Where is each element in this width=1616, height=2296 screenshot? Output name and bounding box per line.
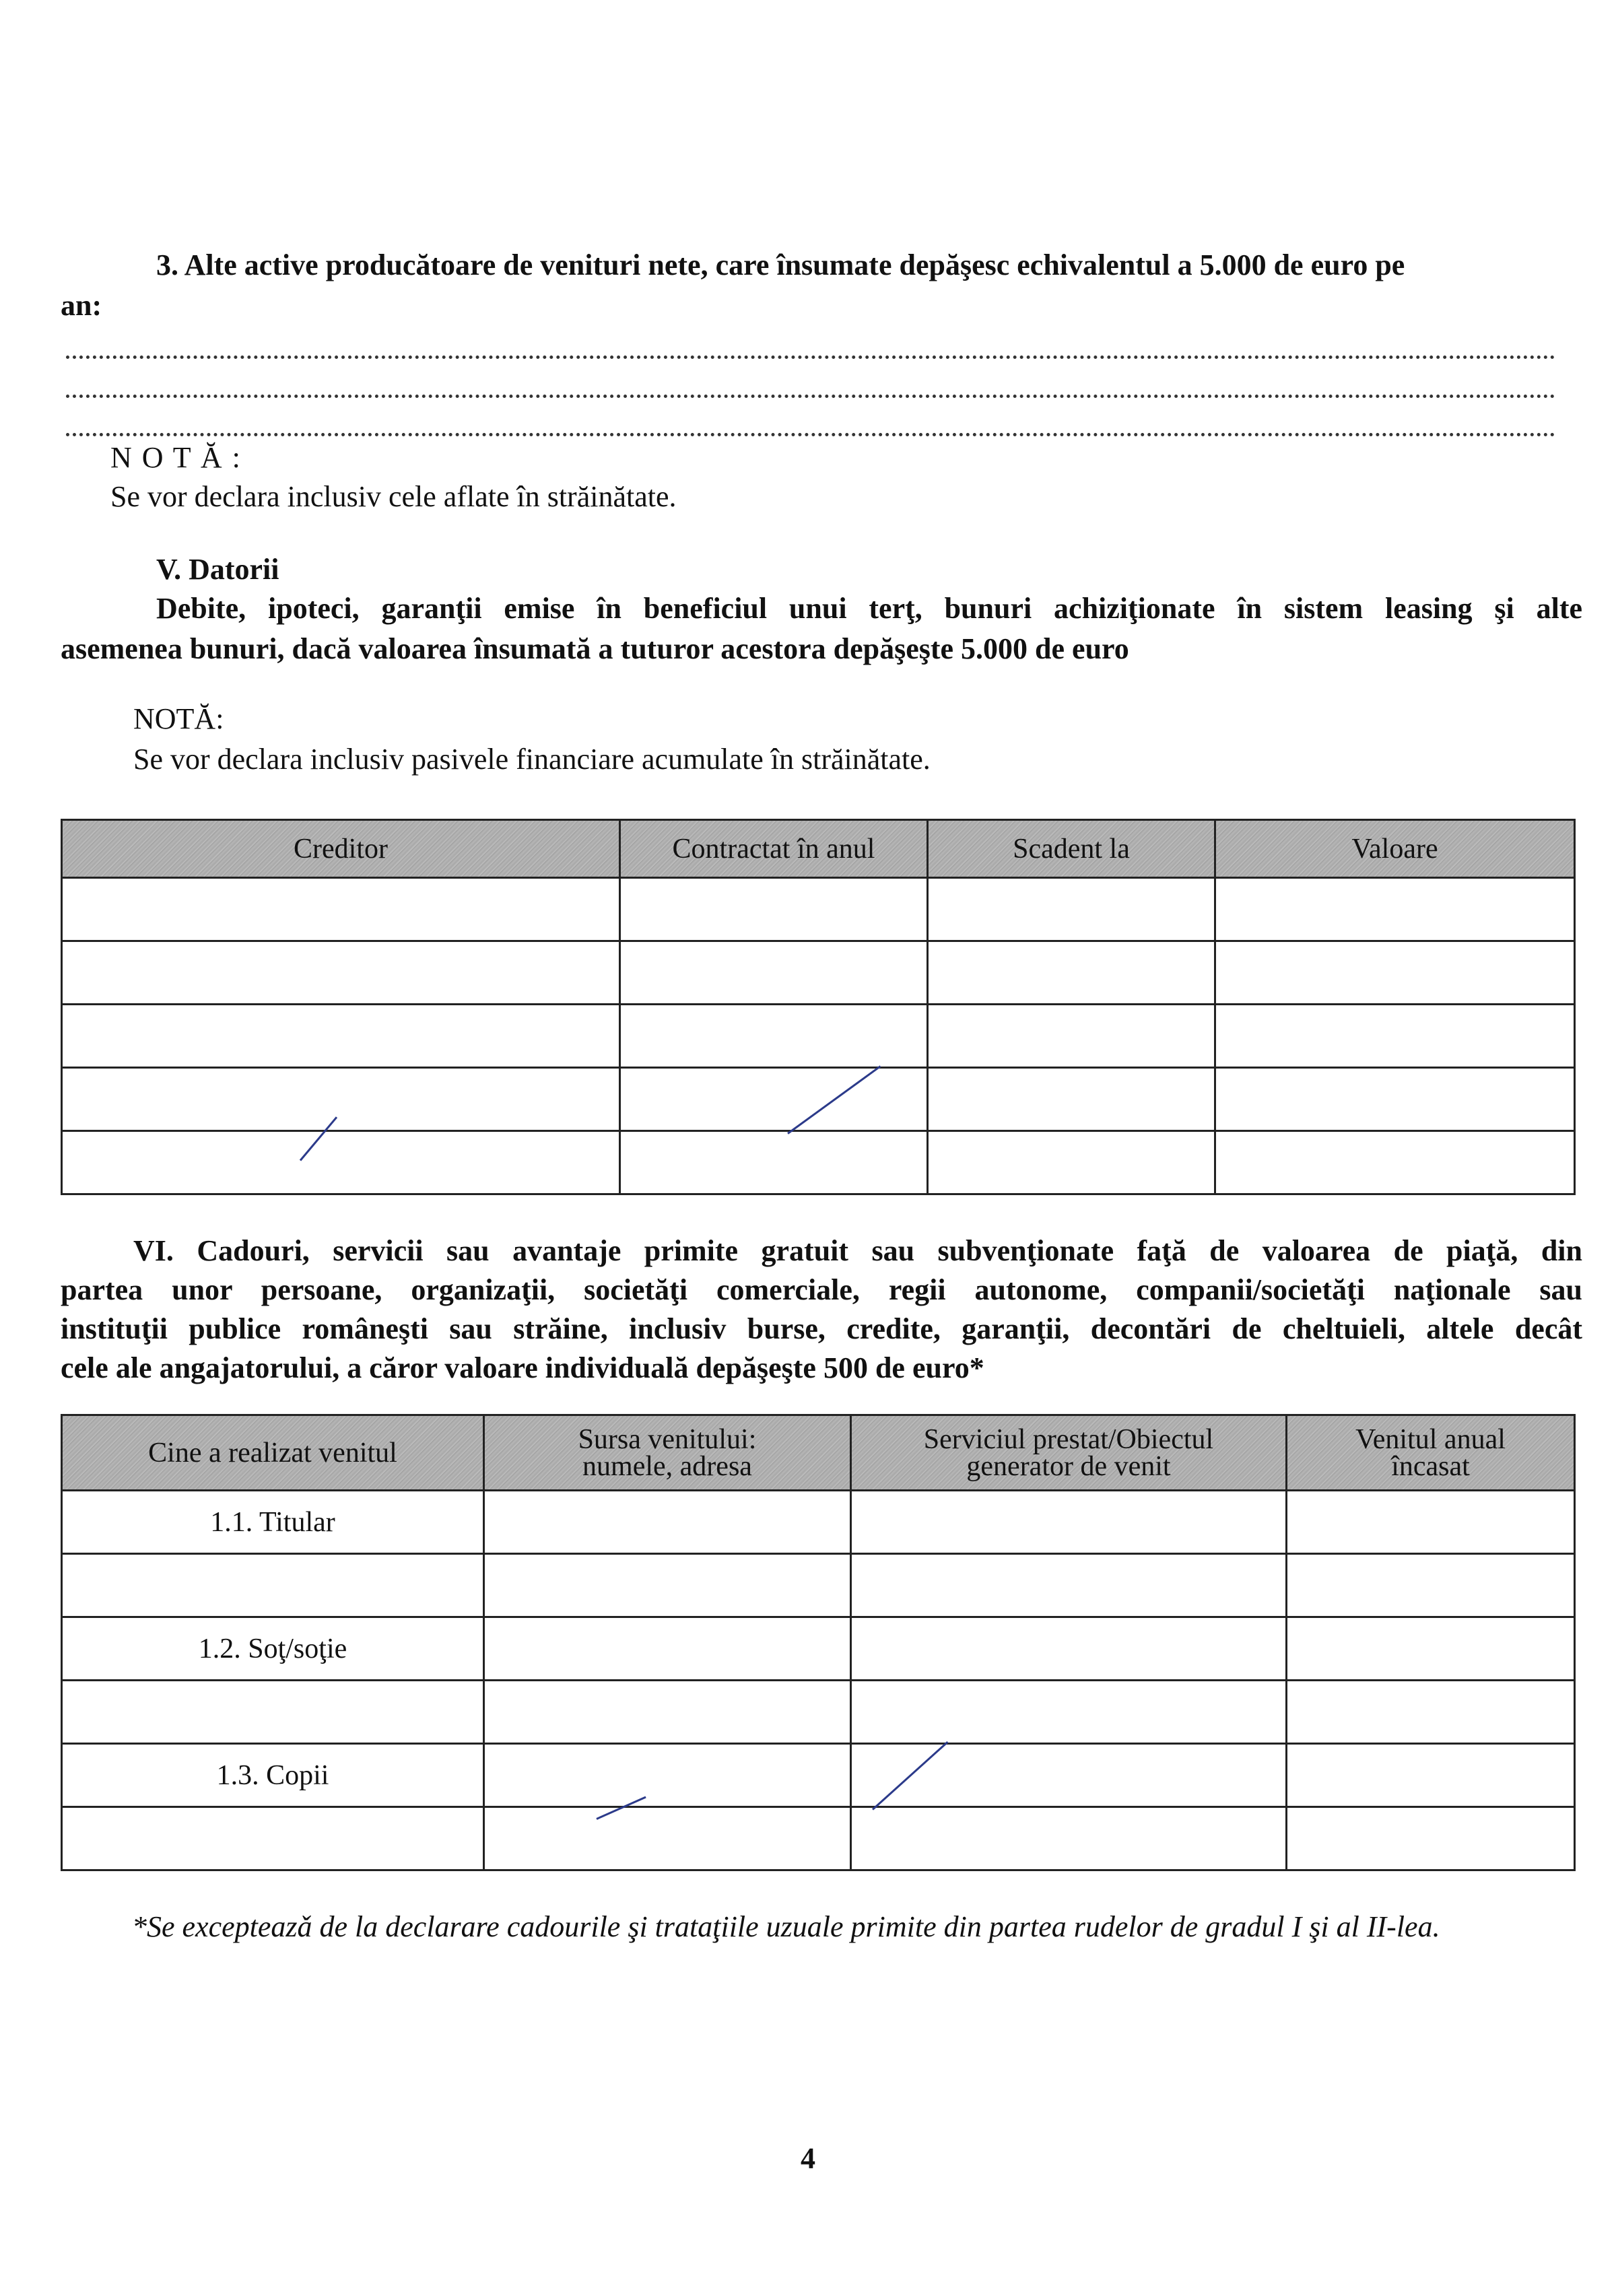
section5-heading: V. Datorii bbox=[156, 553, 279, 586]
table-cell bbox=[928, 1068, 1215, 1131]
table-row bbox=[62, 1131, 1575, 1194]
header-sursa-venitului bbox=[484, 1415, 851, 1491]
header-sursa-line1: Sursa venitului: bbox=[578, 1423, 757, 1455]
row-label-copii: 1.3. Copii bbox=[62, 1744, 484, 1807]
table-cell bbox=[928, 1131, 1215, 1194]
table-cell bbox=[62, 1681, 484, 1744]
table-cell bbox=[62, 1554, 484, 1617]
section5-nota-text: Se vor declara inclusiv pasivele financiare acumulate în străinătate. bbox=[133, 743, 931, 776]
header-venitul-anual bbox=[1287, 1415, 1575, 1491]
table-cell bbox=[1287, 1554, 1575, 1617]
table-row bbox=[62, 1005, 1575, 1068]
footnote: *Se excepteazǎ de la declarare cadourile şi trataţiile uzuale primite din partea rudelor de gradul I şi al II-lea. bbox=[132, 1910, 1440, 1943]
page-number: 4 bbox=[801, 2142, 815, 2175]
table-row bbox=[62, 1068, 1575, 1131]
debts-table bbox=[61, 819, 1576, 1195]
table-cell bbox=[1287, 1491, 1575, 1554]
table-cell bbox=[1287, 1681, 1575, 1744]
dotted-line-2 bbox=[66, 395, 1555, 398]
header-scadent-la: Scadent la bbox=[928, 820, 1215, 878]
section6-desc-line2: partea unor persoane, organizaţii, societăţi comerciale, regii autonome, companii/societăţi naţionale sau bbox=[61, 1273, 1582, 1306]
row-label-titular: 1.1. Titular bbox=[62, 1491, 484, 1554]
section5-desc-line1: Debite, ipoteci, garanţii emise în beneficiul unui terţ, bunuri achiziţionate în sistem leasing şi alte bbox=[156, 592, 1582, 625]
table-cell bbox=[484, 1744, 851, 1807]
table-row bbox=[62, 1491, 1575, 1554]
debts-table-header-row bbox=[62, 820, 1575, 878]
header-creditor: Creditor bbox=[62, 820, 620, 878]
table-cell bbox=[1215, 1005, 1575, 1068]
table-cell bbox=[1215, 941, 1575, 1005]
table-cell bbox=[851, 1617, 1287, 1681]
table-cell bbox=[62, 1005, 620, 1068]
section6-desc-line3: instituţii publice româneşti sau străine, inclusiv burse, credite, garanţii, decontări de cheltuieli, altele decât bbox=[61, 1312, 1582, 1345]
table-cell bbox=[620, 941, 928, 1005]
table-cell bbox=[484, 1617, 851, 1681]
table-cell bbox=[928, 941, 1215, 1005]
section3-title-continuation: an: bbox=[61, 289, 102, 322]
header-venitul-line1: Venitul anual bbox=[1355, 1423, 1506, 1455]
table-cell bbox=[851, 1744, 1287, 1807]
table-cell bbox=[620, 1131, 928, 1194]
table-cell bbox=[1287, 1744, 1575, 1807]
table-cell bbox=[620, 878, 928, 941]
header-serviciul-line2: generator de venit bbox=[966, 1450, 1171, 1482]
table-row bbox=[62, 878, 1575, 941]
table-row bbox=[62, 941, 1575, 1005]
table-cell bbox=[851, 1681, 1287, 1744]
table-cell bbox=[1287, 1617, 1575, 1681]
gifts-table bbox=[61, 1414, 1576, 1871]
header-serviciul-line1: Serviciul prestat/Obiectul bbox=[923, 1423, 1214, 1455]
dotted-line-3 bbox=[66, 433, 1555, 436]
section5-desc-line2: asemenea bunuri, dacă valoarea însumată a tuturor acestora depăşeşte 5.000 de euro bbox=[61, 632, 1129, 665]
dotted-line-1 bbox=[66, 356, 1555, 359]
table-cell bbox=[62, 1068, 620, 1131]
table-cell bbox=[1287, 1807, 1575, 1870]
table-cell bbox=[484, 1491, 851, 1554]
table-cell bbox=[62, 1131, 620, 1194]
table-cell bbox=[620, 1005, 928, 1068]
section6-desc-line4: cele ale angajatorului, a căror valoare individuală depăşeşte 500 de euro* bbox=[61, 1351, 984, 1384]
table-cell bbox=[62, 878, 620, 941]
header-valoare: Valoare bbox=[1215, 820, 1575, 878]
header-cine-a-realizat-venitul: Cine a realizat venitul bbox=[62, 1415, 484, 1491]
table-cell bbox=[851, 1807, 1287, 1870]
table-cell bbox=[928, 1005, 1215, 1068]
gifts-table-header-row bbox=[62, 1415, 1575, 1491]
section3-nota-text: Se vor declara inclusiv cele aflate în străinătate. bbox=[110, 480, 677, 513]
table-cell bbox=[1215, 1068, 1575, 1131]
section5-nota-label: NOTĂ: bbox=[133, 702, 224, 735]
header-serviciul-prestat bbox=[851, 1415, 1287, 1491]
table-cell bbox=[1215, 878, 1575, 941]
table-row bbox=[62, 1807, 1575, 1870]
table-cell bbox=[484, 1681, 851, 1744]
table-row bbox=[62, 1681, 1575, 1744]
table-cell bbox=[620, 1068, 928, 1131]
table-row bbox=[62, 1617, 1575, 1681]
section6-desc-line1: VI. Cadouri, servicii sau avantaje primite gratuit sau subvenţionate faţă de valoarea de piaţă, din bbox=[133, 1234, 1582, 1267]
table-cell bbox=[62, 941, 620, 1005]
section3-nota-label: N O T Ă : bbox=[110, 441, 242, 474]
table-row bbox=[62, 1744, 1575, 1807]
table-cell bbox=[851, 1554, 1287, 1617]
table-cell bbox=[851, 1491, 1287, 1554]
table-cell bbox=[928, 878, 1215, 941]
table-cell bbox=[62, 1807, 484, 1870]
header-contractat-in-anul: Contractat în anul bbox=[620, 820, 928, 878]
table-row bbox=[62, 1554, 1575, 1617]
row-label-sot-sotie: 1.2. Soţ/soţie bbox=[62, 1617, 484, 1681]
header-venitul-line2: încasat bbox=[1391, 1450, 1470, 1482]
section3-title: 3. Alte active producătoare de venituri nete, care însumate depăşesc echivalentul a 5.000 de euro pe bbox=[156, 248, 1405, 281]
table-cell bbox=[484, 1807, 851, 1870]
table-cell bbox=[484, 1554, 851, 1617]
header-sursa-line2: numele, adresa bbox=[582, 1450, 752, 1482]
table-cell bbox=[1215, 1131, 1575, 1194]
